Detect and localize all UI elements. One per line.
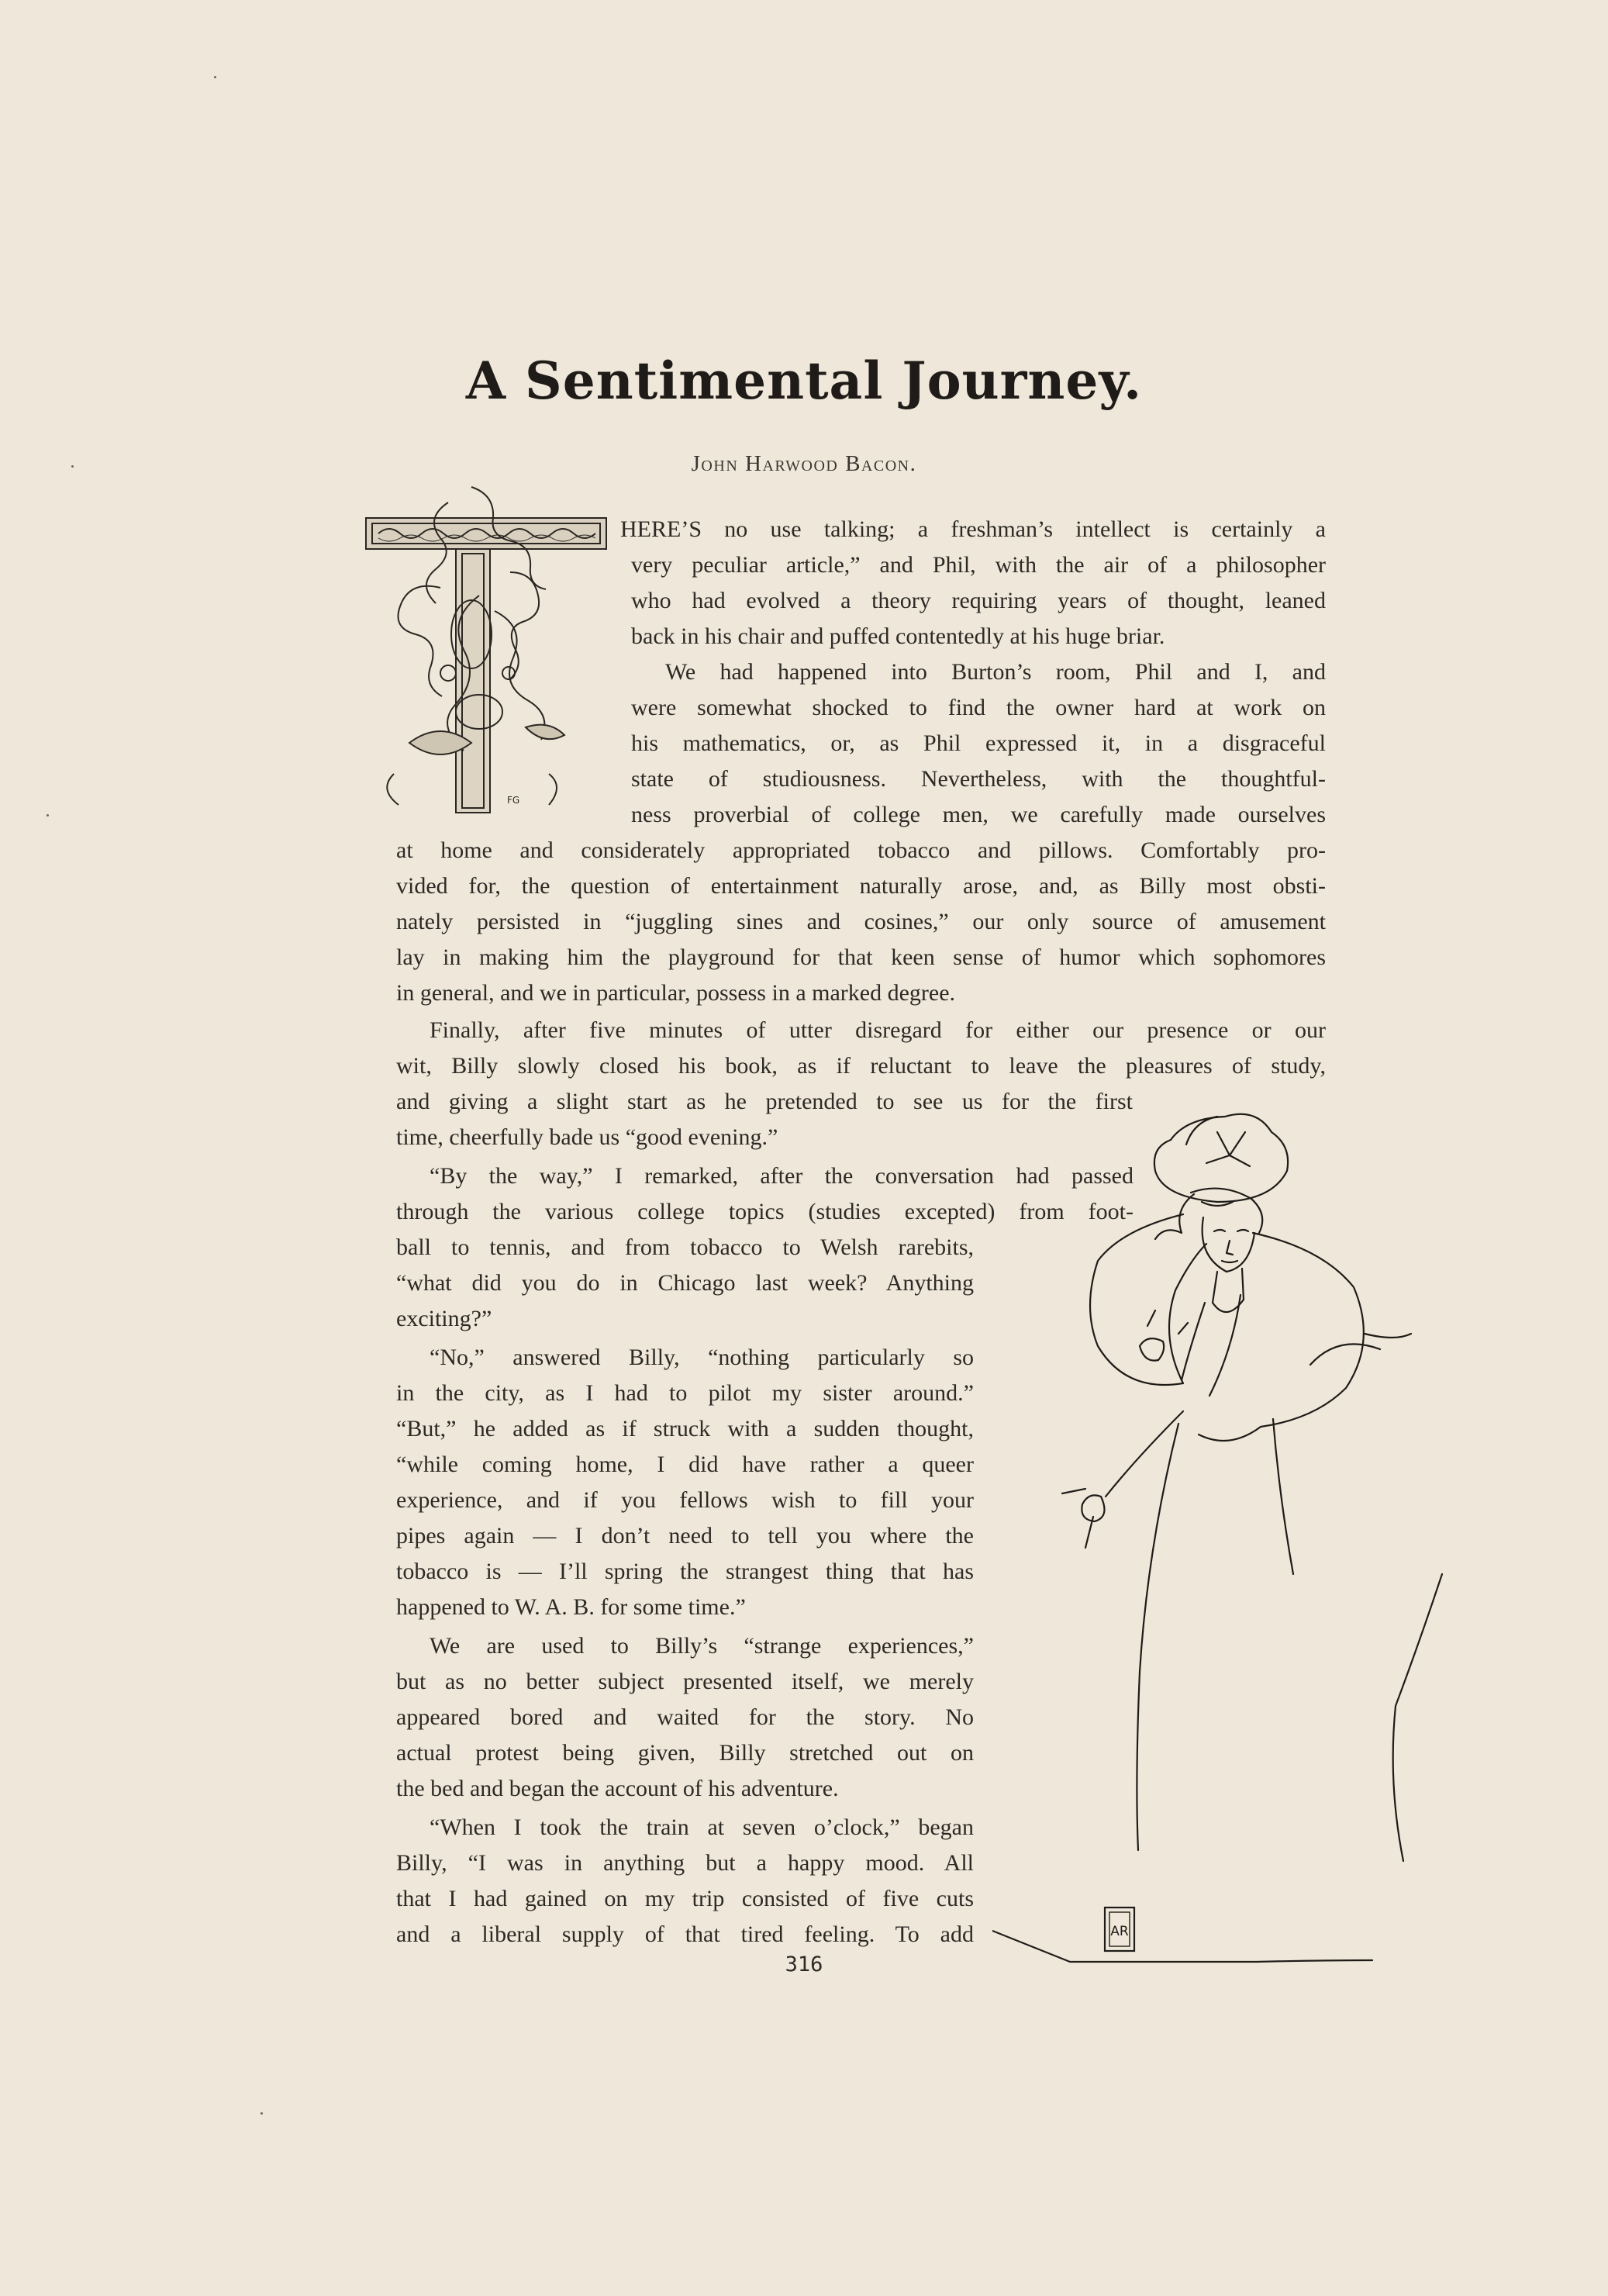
text-line: “while coming home, I did have rather a queer (396, 1452, 974, 1477)
text-line: pipes again — I don’t need to tell you where the (396, 1523, 974, 1549)
paper-speck (47, 814, 49, 817)
text-line: HERE’S no use talking; a freshman’s intellect is certainly a (620, 516, 1326, 542)
paper-speck (71, 465, 74, 468)
text-line: vided for, the question of entertainment naturally arose, and, as Billy most obsti- (396, 873, 1326, 899)
text-line: through the various college topics (studies excepted) from foot- (396, 1199, 1134, 1224)
text-line: but as no better subject presented itself, we merely (396, 1669, 974, 1694)
text-line: We are used to Billy’s “strange experiences,” (430, 1633, 974, 1659)
paper-speck (214, 76, 216, 78)
text-line: at home and considerately appropriated tobacco and pillows. Comfortably pro- (396, 837, 1326, 863)
text-line: time, cheerfully bade us “good evening.” (396, 1124, 778, 1150)
text-line: Finally, after five minutes of utter disregard for either our presence or our (430, 1017, 1326, 1043)
author-byline: John Harwood Bacon. (691, 451, 917, 476)
drop-cap-ornament (363, 479, 611, 820)
paper-speck (261, 2112, 263, 2115)
text-line: “No,” answered Billy, “nothing particularly so (430, 1345, 974, 1370)
text-line: in general, and we in particular, possess in a marked degree. (396, 980, 956, 1006)
text-line: were somewhat shocked to find the owner hard at work on (631, 695, 1326, 720)
page-number: 316 (785, 1952, 823, 1977)
text-line: very peculiar article,” and Phil, with the air of a philosopher (631, 552, 1326, 578)
text-line: who had evolved a theory requiring years of thought, leaned (631, 588, 1326, 613)
text-line: experience, and if you fellows wish to fill your (396, 1487, 974, 1513)
svg-text:AR: AR (1110, 1924, 1129, 1939)
svg-text:FG: FG (507, 795, 520, 806)
text-line: ness proverbial of college men, we carefully made ourselves (631, 802, 1326, 827)
text-line: tobacco is — I’ll spring the strangest thing that has (396, 1559, 974, 1584)
text-line: the bed and began the account of his adventure. (396, 1776, 839, 1801)
text-line: exciting?” (396, 1306, 492, 1331)
text-line: that I had gained on my trip consisted of five cuts (396, 1886, 974, 1911)
text-line: “what did you do in Chicago last week? Anything (396, 1270, 974, 1296)
text-line: lay in making him the playground for that keen sense of humor which sophomores (396, 944, 1326, 970)
text-line: “When I took the train at seven o’clock,” began (430, 1814, 974, 1840)
text-line: Billy, “I was in anything but a happy mood. All (396, 1850, 974, 1876)
text-line: nately persisted in “juggling sines and cosines,” our only source of amusement (396, 909, 1326, 934)
text-line: We had happened into Burton’s room, Phil and I, and (665, 659, 1326, 685)
text-line: his mathematics, or, as Phil expressed it, in a disgraceful (631, 730, 1326, 756)
article-title: A Sentimental Journey. (465, 350, 1143, 411)
text-line: in the city, as I had to pilot my sister around.” (396, 1380, 974, 1406)
woman-illustration (992, 1101, 1458, 1970)
text-line: “But,” he added as if struck with a sudden thought, (396, 1416, 974, 1441)
text-line: and a liberal supply of that tired feeling. To add (396, 1921, 974, 1947)
text-line: happened to W. A. B. for some time.” (396, 1594, 746, 1620)
text-line: and giving a slight start as he pretended to see us for the first (396, 1089, 1133, 1114)
text-line: appeared bored and waited for the story. No (396, 1704, 974, 1730)
text-line: actual protest being given, Billy stretched out on (396, 1740, 974, 1766)
text-line: “By the way,” I remarked, after the conversation had passed (430, 1163, 1134, 1189)
text-line: ball to tennis, and from tobacco to Welsh rarebits, (396, 1234, 974, 1260)
text-line: state of studiousness. Nevertheless, with the thoughtful- (631, 766, 1326, 792)
text-line: back in his chair and puffed contentedly at his huge briar. (631, 623, 1165, 649)
text-line: wit, Billy slowly closed his book, as if reluctant to leave the pleasures of study, (396, 1053, 1326, 1079)
monogram-signature (1105, 1908, 1134, 1951)
